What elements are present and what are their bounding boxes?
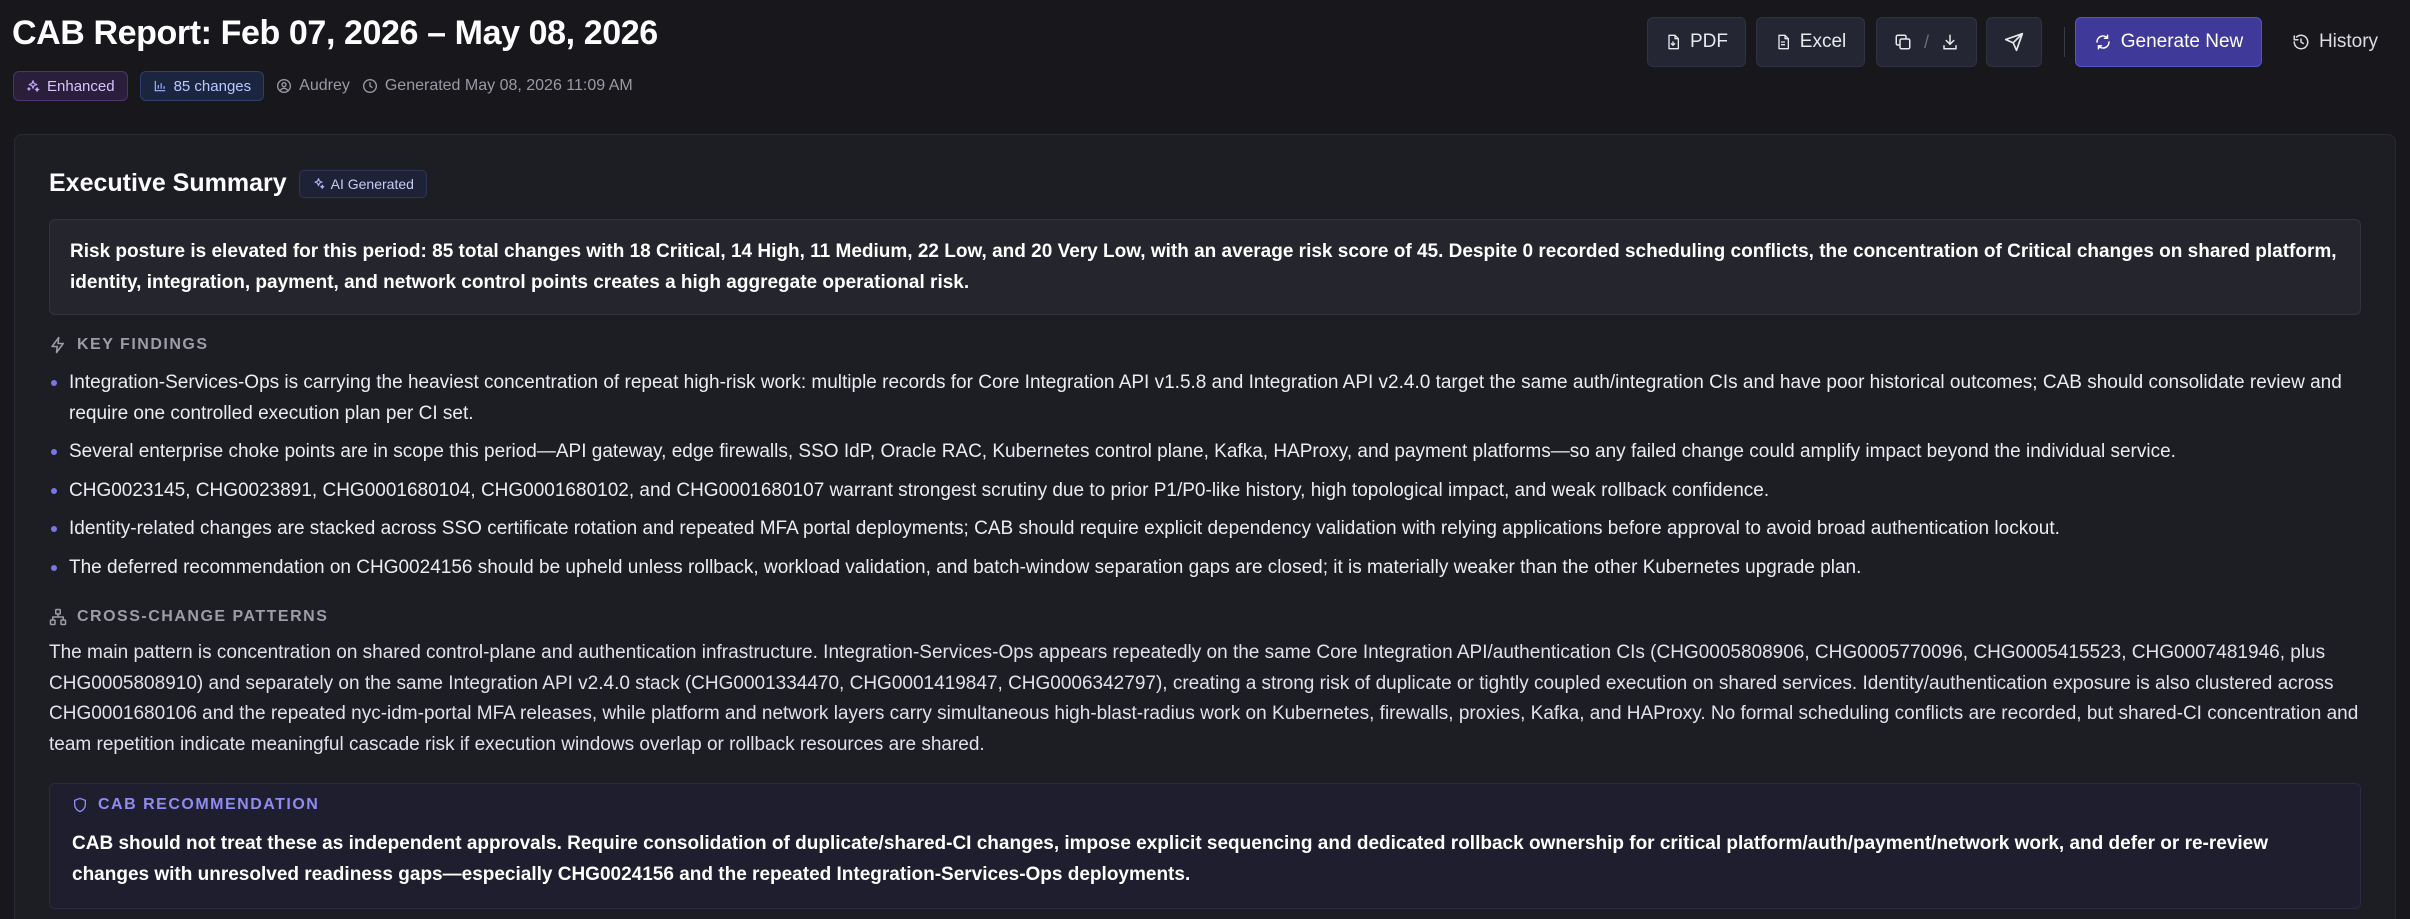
refresh-icon — [2094, 33, 2112, 51]
pdf-label: PDF — [1690, 31, 1728, 52]
changes-count-badge — [140, 71, 265, 101]
key-findings-list — [49, 368, 2369, 583]
generated-text: Generated May 08, 2026 11:09 AM — [384, 77, 633, 94]
excel-label: Excel — [1799, 31, 1847, 52]
sparkles-icon — [312, 177, 325, 190]
action-divider: / — [1923, 31, 1929, 52]
zap-icon — [49, 336, 67, 354]
history-button[interactable] — [2270, 17, 2400, 67]
bullet-dot — [51, 380, 57, 386]
finding-text: Several enterprise choke points are in scope this period—API gateway, edge firewalls, SSO IdP, Oracle RAC, Kubernetes control plane, Kafka, HAProxy, and payment platforms—so any failed change could amplify impact beyond the individual service. — [69, 441, 2176, 462]
executive-summary-header — [49, 169, 427, 198]
executive-summary-panel — [14, 134, 2396, 919]
list-item — [49, 514, 2369, 545]
send-button[interactable] — [1986, 17, 2042, 67]
report-meta — [13, 70, 633, 102]
key-findings-heading — [49, 336, 209, 354]
list-item — [49, 553, 2369, 584]
bullet-dot — [51, 449, 57, 455]
bullet-dot — [51, 565, 57, 571]
page-title: CAB Report: Feb 07, 2026 – May 08, 2026 — [12, 14, 658, 52]
patterns-label: CROSS-CHANGE PATTERNS — [77, 608, 329, 625]
cab-recommendation-heading — [72, 796, 319, 814]
download-icon[interactable] — [1941, 33, 1959, 51]
generated-timestamp — [362, 77, 633, 95]
changes-count-label: 85 changes — [173, 77, 252, 95]
summary-text: Risk posture is elevated for this period: 85 total changes with 18 Critical, 14 High, 11 Medium, 22 Low, and 20 Very Low, with an average risk score of 45. Despite 0 recorded scheduling conflicts, the concentration of Critical changes on shared platform, identity, integration, payment, and network control points creates a high aggregate operational risk. — [49, 219, 2361, 315]
cross-change-patterns-heading — [49, 608, 328, 626]
generate-new-button[interactable] — [2075, 17, 2262, 67]
user-circle-icon — [276, 78, 292, 94]
send-icon — [2004, 32, 2024, 52]
bullet-dot — [51, 526, 57, 532]
recommendation-label: CAB RECOMMENDATION — [98, 796, 320, 813]
list-item — [49, 476, 2369, 507]
report-author — [276, 77, 350, 95]
bar-chart-icon — [153, 79, 167, 93]
clock-icon — [362, 78, 378, 94]
toolbar-separator — [2064, 27, 2065, 57]
finding-text: CHG0023145, CHG0023891, CHG0001680104, CHG0001680102, and CHG0001680107 warrant strongest scrutiny due to prior P1/P0-like history, high topological impact, and weak rollback confidence. — [69, 479, 1770, 501]
author-name: Audrey — [299, 77, 350, 94]
cab-recommendation-box — [49, 783, 2361, 909]
enhanced-badge-label: Enhanced — [47, 77, 115, 95]
cross-change-patterns-text: The main pattern is concentration on shared control-plane and authentication infrastructure. Integration-Services-Ops appears repeatedly on the same Core Integration API/authentication CIs (CHG0005808906, CHG0005770096, CHG0005415523, CHG0007481946, plus CHG0005808910) and separately on the same Integration API v2.4.0 stack (CHG0001334470, CHG0001419847, CHG0006342797), creating a strong risk of duplicate or tightly coupled execution on shared services. Identity/authentication exposure is also clustered across CHG0001680106 and the repeated nyc-idm-portal MFA releases, while platform and network layers carry simultaneous high-blast-radius work on Kubernetes, firewalls, proxies, Kafka, and HAProxy. No formal scheduling conflicts are recorded, but shared-CI concentration and team repetition indicate meaningful cascade risk if execution windows overlap or rollback resources are shared. — [49, 642, 2359, 755]
history-icon — [2292, 33, 2310, 51]
file-icon — [1665, 33, 1681, 51]
finding-text: Identity-related changes are stacked across SSO certificate rotation and repeated MFA portal deployments; CAB should require explicit dependency validation with relying applications before approval to avoid broad authentication lockout. — [69, 518, 2060, 539]
generate-new-label: Generate New — [2120, 31, 2244, 52]
list-item — [49, 368, 2369, 429]
shield-icon — [72, 796, 88, 814]
copy-icon[interactable] — [1894, 33, 1912, 51]
section-title: Executive Summary — [49, 169, 287, 197]
ai-badge-label: AI Generated — [330, 175, 414, 192]
network-icon — [49, 608, 67, 626]
bullet-dot — [51, 488, 57, 494]
export-pdf-button[interactable] — [1647, 17, 1746, 67]
enhanced-badge — [13, 71, 128, 101]
spreadsheet-icon — [1775, 33, 1791, 51]
finding-text: Integration-Services-Ops is carrying the heaviest concentration of repeat high-risk work: multiple records for Core Integration API v1.5.8 and Integration API v2.4.0 target the same auth/integration CIs and have poor historical outcomes; CAB should consolidate review and require one controlled execution plan per CI set. — [69, 372, 2342, 424]
report-header — [0, 0, 2410, 130]
recommendation-text: CAB should not treat these as independent approvals. Require consolidation of duplicate/shared-CI changes, impose explicit sequencing and dedicated rollback ownership for critical platform/auth/payment/network work, and defer or re-review changes with unresolved readiness gaps—especially CHG0024156 and the repeated Integration-Services-Ops deployments. — [72, 833, 2269, 885]
ai-generated-badge — [299, 170, 427, 198]
list-item — [49, 437, 2369, 468]
export-excel-button[interactable] — [1756, 17, 1865, 67]
key-findings-label: KEY FINDINGS — [77, 336, 209, 353]
history-label: History — [2318, 31, 2379, 52]
finding-text: The deferred recommendation on CHG0024156 should be upheld unless rollback, workload validation, and batch-window separation gaps are closed; it is materially weaker than the other Kubernetes upgrade plan. — [69, 556, 1862, 578]
copy-download-group — [1876, 17, 1977, 67]
sparkles-icon — [26, 79, 40, 93]
